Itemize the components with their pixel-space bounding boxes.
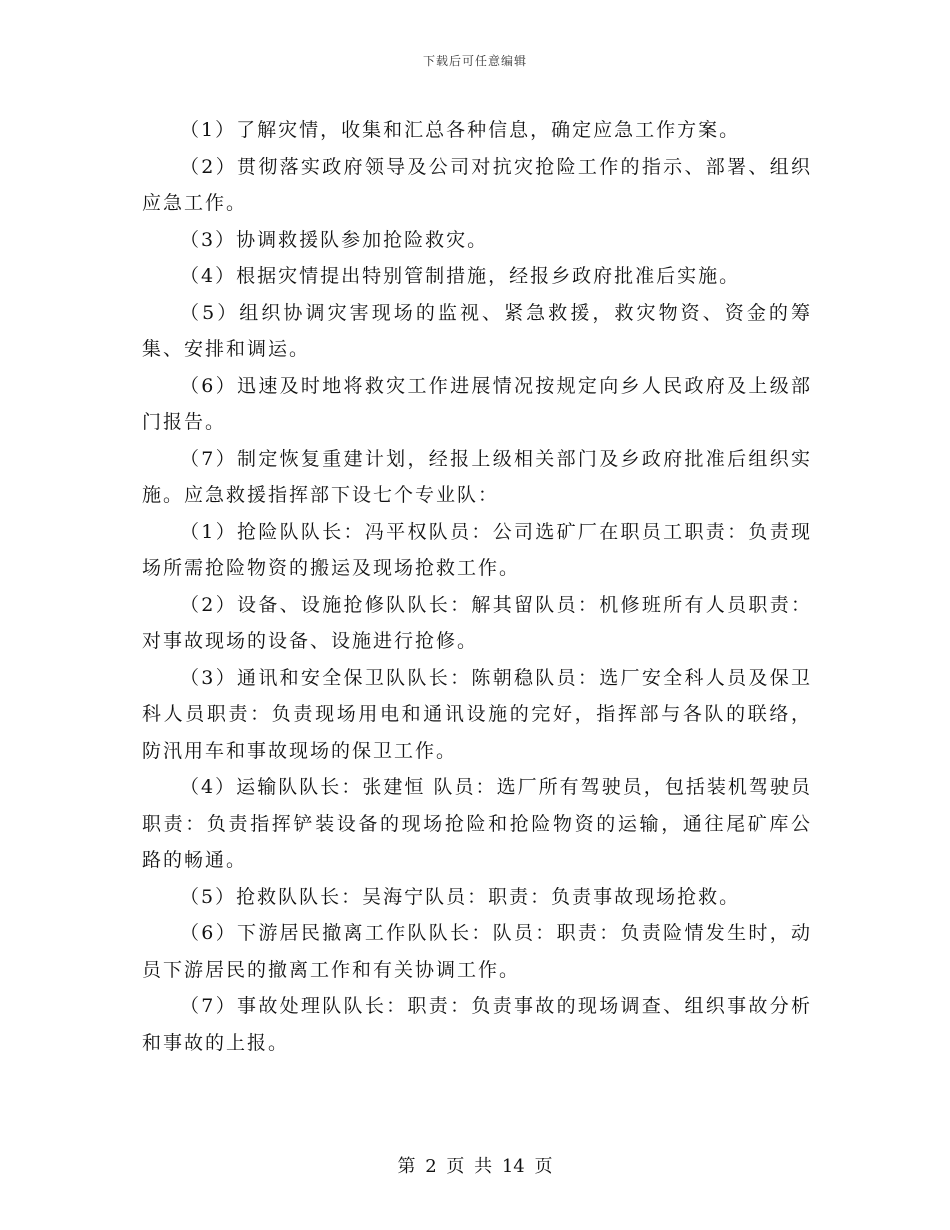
paragraph-duty-1: （1）了解灾情，收集和汇总各种信息，确定应急工作方案。 — [180, 119, 741, 141]
paragraph-team-4: （4）运输队队长：张建恒 队员：选厂所有驾驶员，包括装机驾驶员职责：负责指挥铲装设备的现场抢险和抢险物资的运输，通往尾矿库公路的畅通。 — [142, 776, 812, 871]
paragraph-team-5: （5）抢救队队长：吴海宁队员：职责：负责事故现场抢救。 — [180, 885, 741, 908]
paragraph-duty-7: （7）制定恢复重建计划，经报上级相关部门及乡政府批准后组织实施。应急救援指挥部下设七个专业队： — [142, 447, 812, 506]
paragraph-team-1: （1）抢险队队长：冯平权队员：公司选矿厂在职员工职责：负责现场所需抢险物资的搬运及现场抢救工作。 — [142, 520, 812, 579]
paragraph-duty-6: （6）迅速及时地将救灾工作进展情况按规定向乡人民政府及上级部门报告。 — [142, 374, 812, 433]
paragraph-duty-5: （5）组织协调灾害现场的监视、紧急救援，救灾物资、资金的筹集、安排和调运。 — [142, 301, 812, 360]
document-body — [142, 112, 812, 1061]
page-number-footer: 第 2 页 共 14 页 — [397, 1156, 553, 1177]
paragraph-duty-2: （2）贯彻落实政府领导及公司对抗灾抢险工作的指示、部署、组织应急工作。 — [142, 155, 812, 214]
paragraph-team-6: （6）下游居民撤离工作队队长：队员：职责：负责险情发生时，动员下游居民的撤离工作和有关协调工作。 — [142, 922, 812, 981]
page-header: 下载后可任意编辑 — [422, 54, 527, 68]
paragraph-team-7: （7）事故处理队队长：职责：负责事故的现场调查、组织事故分析和事故的上报。 — [142, 995, 812, 1054]
paragraph-duty-3: （3）协调救援队参加抢险救灾。 — [180, 228, 489, 251]
paragraph-team-3: （3）通讯和安全保卫队队长：陈朝稳队员：选厂安全科人员及保卫科人员职责：负责现场用电和通讯设施的完好，指挥部与各队的联络，防汛用车和事故现场的保卫工作。 — [142, 666, 812, 762]
paragraph-duty-4: （4）根据灾情提出特别管制措施，经报乡政府批准后实施。 — [180, 265, 741, 287]
paragraph-team-2: （2）设备、设施抢修队队长：解其留队员：机修班所有人员职责：对事故现场的设备、设施进行抢修。 — [142, 593, 812, 652]
